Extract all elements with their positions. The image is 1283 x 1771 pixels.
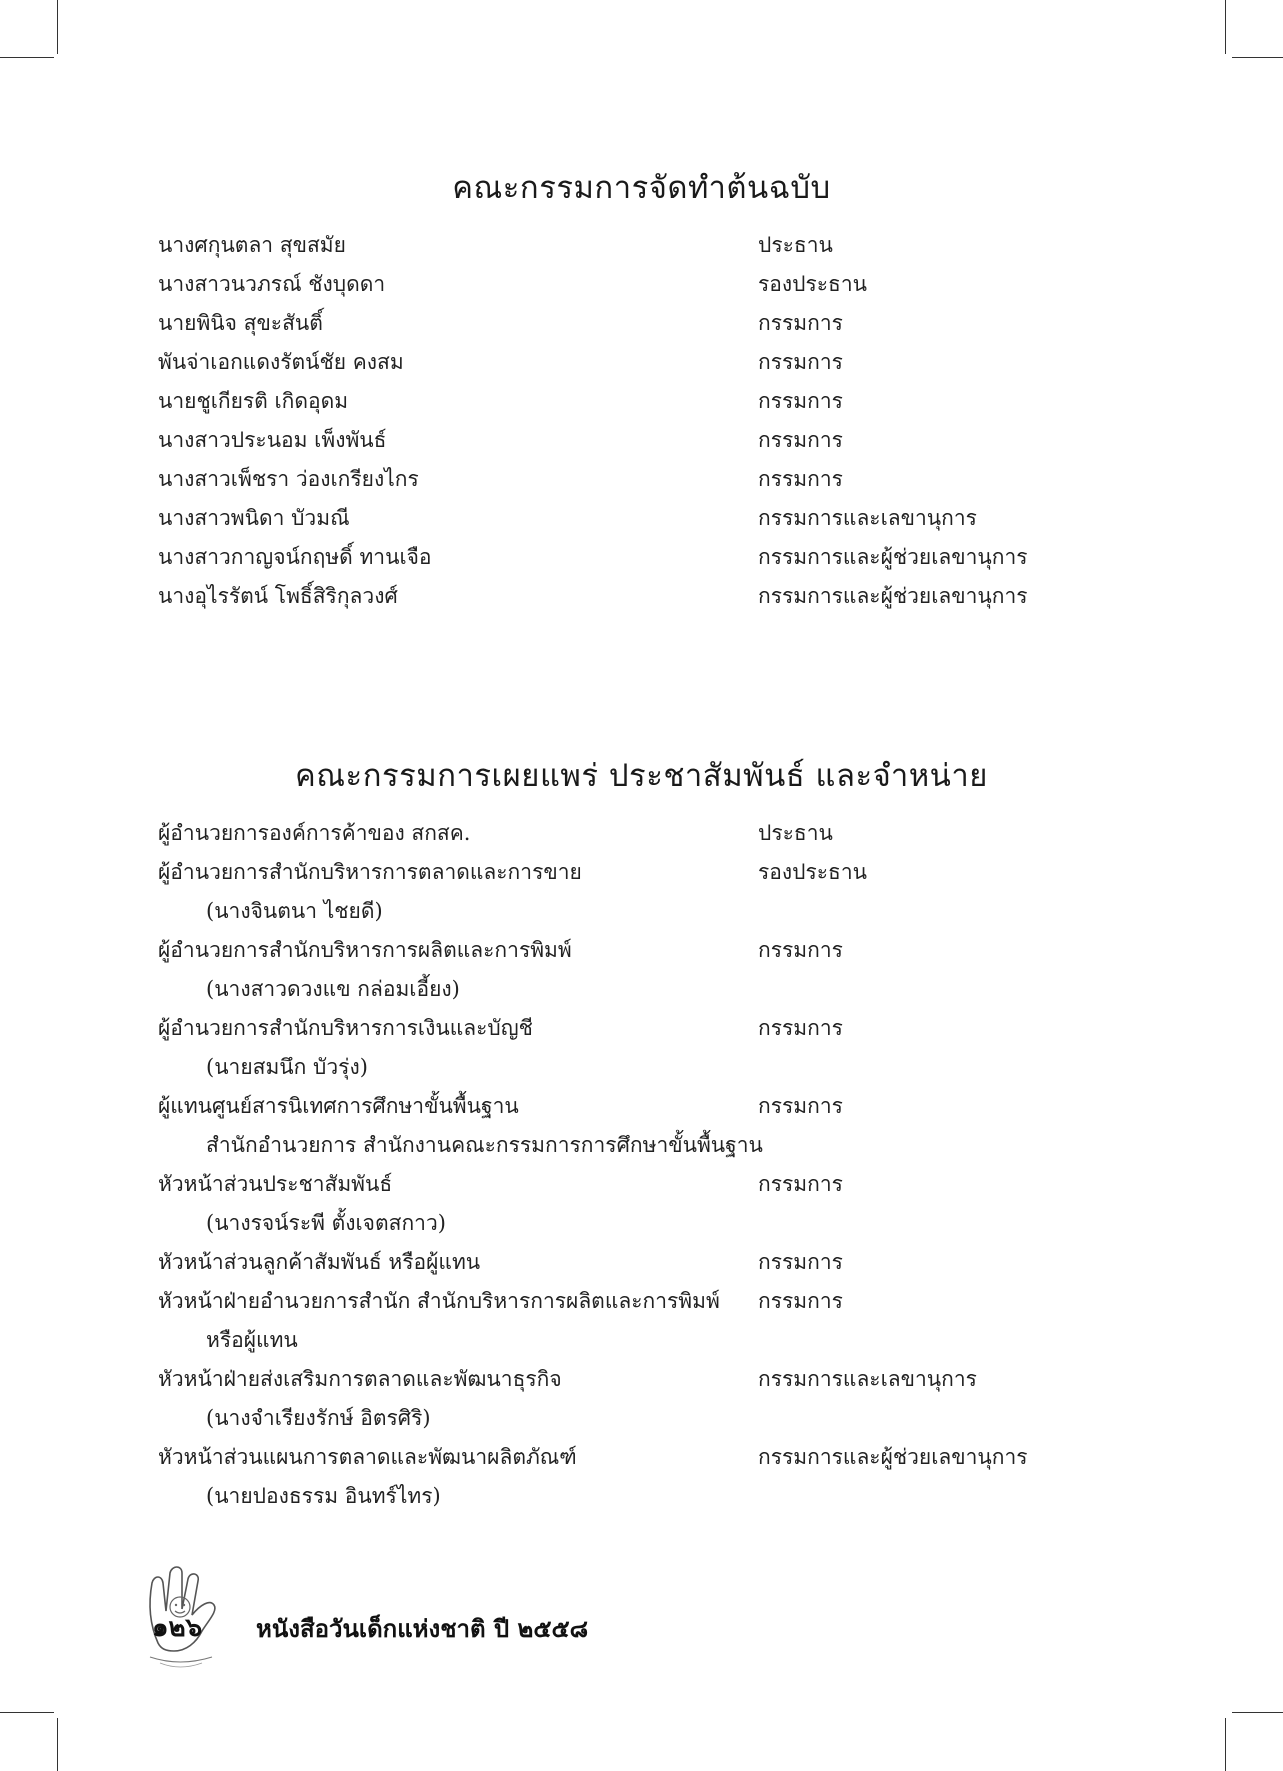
member-row	[158, 1165, 1058, 1204]
member-role: กรรมการ	[758, 1094, 843, 1118]
member-name: ผู้อำนวยการสำนักบริหารการผลิตและการพิมพ์	[158, 938, 572, 962]
crop-mark	[1225, 1718, 1226, 1771]
member-role: กรรมการ	[758, 938, 843, 962]
member-name: นางสาวประนอม เพ็งพันธ์	[158, 428, 387, 452]
member-role: รองประธาน	[758, 272, 867, 296]
member-detail: (นางจำเรียงรักษ์ อิตรศิริ)	[206, 1406, 431, 1430]
member-row	[158, 1087, 1058, 1126]
member-row	[158, 1477, 1058, 1516]
member-name: นางสาวนวภรณ์ ชังบุดดา	[158, 272, 386, 296]
section-title-distribution-committee: คณะกรรมการเผยแพร่ ประชาสัมพันธ์ และจำหน่าย	[295, 758, 988, 794]
member-name: หัวหน้าส่วนประชาสัมพันธ์	[158, 1172, 393, 1196]
member-role: กรรมการ	[758, 311, 843, 335]
member-role: กรรมการ	[758, 1016, 843, 1040]
member-row	[158, 460, 1058, 499]
member-row	[158, 499, 1058, 538]
page-number: ๑๒๖	[152, 1613, 203, 1643]
member-role: กรรมการ	[758, 1289, 843, 1313]
member-name: นางสาวพนิดา บัวมณี	[158, 506, 350, 530]
member-row	[158, 931, 1058, 970]
crop-mark	[1232, 57, 1283, 58]
member-row	[158, 853, 1058, 892]
member-role: กรรมการ	[758, 467, 843, 491]
section-title-manuscript-committee: คณะกรรมการจัดทำต้นฉบับ	[452, 170, 831, 206]
member-detail: (นางรจน์ระพี ตั้งเจตสกาว)	[206, 1211, 446, 1235]
member-row	[158, 1243, 1058, 1282]
member-detail: (นายปองธรรม อินทร์ไทร)	[206, 1484, 441, 1508]
member-detail: หรือผู้แทน	[206, 1328, 298, 1352]
member-row	[158, 265, 1058, 304]
crop-mark	[0, 57, 54, 58]
member-name: นายชูเกียรติ เกิดอุดม	[158, 389, 349, 413]
member-row	[158, 304, 1058, 343]
member-name: นางศกุนตลา สุขสมัย	[158, 233, 346, 257]
member-row	[158, 1321, 1058, 1360]
member-role: กรรมการและเลขานุการ	[758, 1367, 977, 1391]
member-role: กรรมการ	[758, 350, 843, 374]
crop-mark	[0, 1712, 54, 1713]
member-row	[158, 1048, 1058, 1087]
member-name: นางสาวกาญจน์กฤษดิ์ ทานเจือ	[158, 545, 432, 569]
crop-mark	[1225, 0, 1226, 54]
member-name: ผู้แทนศูนย์สารนิเทศการศึกษาขั้นพื้นฐาน	[158, 1094, 519, 1118]
distribution-committee-list	[158, 814, 1058, 1516]
member-row	[158, 970, 1058, 1009]
crop-mark	[1232, 1712, 1283, 1713]
member-row	[158, 814, 1058, 853]
member-row	[158, 1204, 1058, 1243]
member-name: ผู้อำนวยการสำนักบริหารการเงินและบัญชี	[158, 1016, 533, 1040]
crop-mark	[57, 0, 58, 54]
member-row	[158, 343, 1058, 382]
member-row	[158, 1399, 1058, 1438]
crop-mark	[57, 1718, 58, 1771]
member-detail: สำนักอำนวยการ สำนักงานคณะกรรมการการศึกษาขั้นพื้นฐาน	[206, 1133, 763, 1157]
member-role: กรรมการ	[758, 1250, 843, 1274]
member-role: กรรมการ	[758, 389, 843, 413]
member-name: หัวหน้าส่วนแผนการตลาดและพัฒนาผลิตภัณฑ์	[158, 1445, 577, 1469]
member-role: รองประธาน	[758, 860, 867, 884]
member-role: กรรมการ	[758, 1172, 843, 1196]
member-row	[158, 892, 1058, 931]
member-role: กรรมการและผู้ช่วยเลขานุการ	[758, 1445, 1028, 1469]
member-row	[158, 577, 1058, 616]
member-row	[158, 1126, 1058, 1165]
member-row	[158, 1360, 1058, 1399]
book-title: หนังสือวันเด็กแห่งชาติ ปี ๒๕๕๘	[256, 1614, 589, 1643]
member-detail: (นายสมนึก บัวรุ่ง)	[206, 1055, 368, 1079]
member-row	[158, 538, 1058, 577]
member-name: ผู้อำนวยการองค์การค้าของ สกสค.	[158, 821, 471, 845]
member-role: กรรมการและผู้ช่วยเลขานุการ	[758, 545, 1028, 569]
member-role: กรรมการและเลขานุการ	[758, 506, 977, 530]
member-row	[158, 382, 1058, 421]
member-name: นางอุไรรัตน์ โพธิ์สิริกุลวงศ์	[158, 584, 398, 608]
member-row	[158, 421, 1058, 460]
member-row	[158, 1438, 1058, 1477]
member-role: ประธาน	[758, 233, 833, 257]
member-role: กรรมการ	[758, 428, 843, 452]
member-role: ประธาน	[758, 821, 833, 845]
member-name: ผู้อำนวยการสำนักบริหารการตลาดและการขาย	[158, 860, 582, 884]
member-name: หัวหน้าฝ่ายอำนวยการสำนัก สำนักบริหารการผลิตและการพิมพ์	[158, 1289, 720, 1313]
member-name: นายพินิจ สุขะสันติ์	[158, 311, 323, 335]
page-footer	[130, 1565, 730, 1675]
member-row	[158, 1009, 1058, 1048]
member-row	[158, 1282, 1058, 1321]
member-detail: (นางสาวดวงแข กล่อมเอี้ยง)	[206, 977, 460, 1001]
member-name: หัวหน้าส่วนลูกค้าสัมพันธ์ หรือผู้แทน	[158, 1250, 481, 1274]
member-detail: (นางจินตนา ไชยดี)	[206, 899, 383, 923]
member-name: พันจ่าเอกแดงรัตน์ชัย คงสม	[158, 350, 404, 374]
manuscript-committee-list	[158, 226, 1058, 616]
member-role: กรรมการและผู้ช่วยเลขานุการ	[758, 584, 1028, 608]
member-name: นางสาวเพ็ชรา ว่องเกรียงไกร	[158, 467, 419, 491]
member-name: หัวหน้าฝ่ายส่งเสริมการตลาดและพัฒนาธุรกิจ	[158, 1367, 562, 1391]
member-row	[158, 226, 1058, 265]
